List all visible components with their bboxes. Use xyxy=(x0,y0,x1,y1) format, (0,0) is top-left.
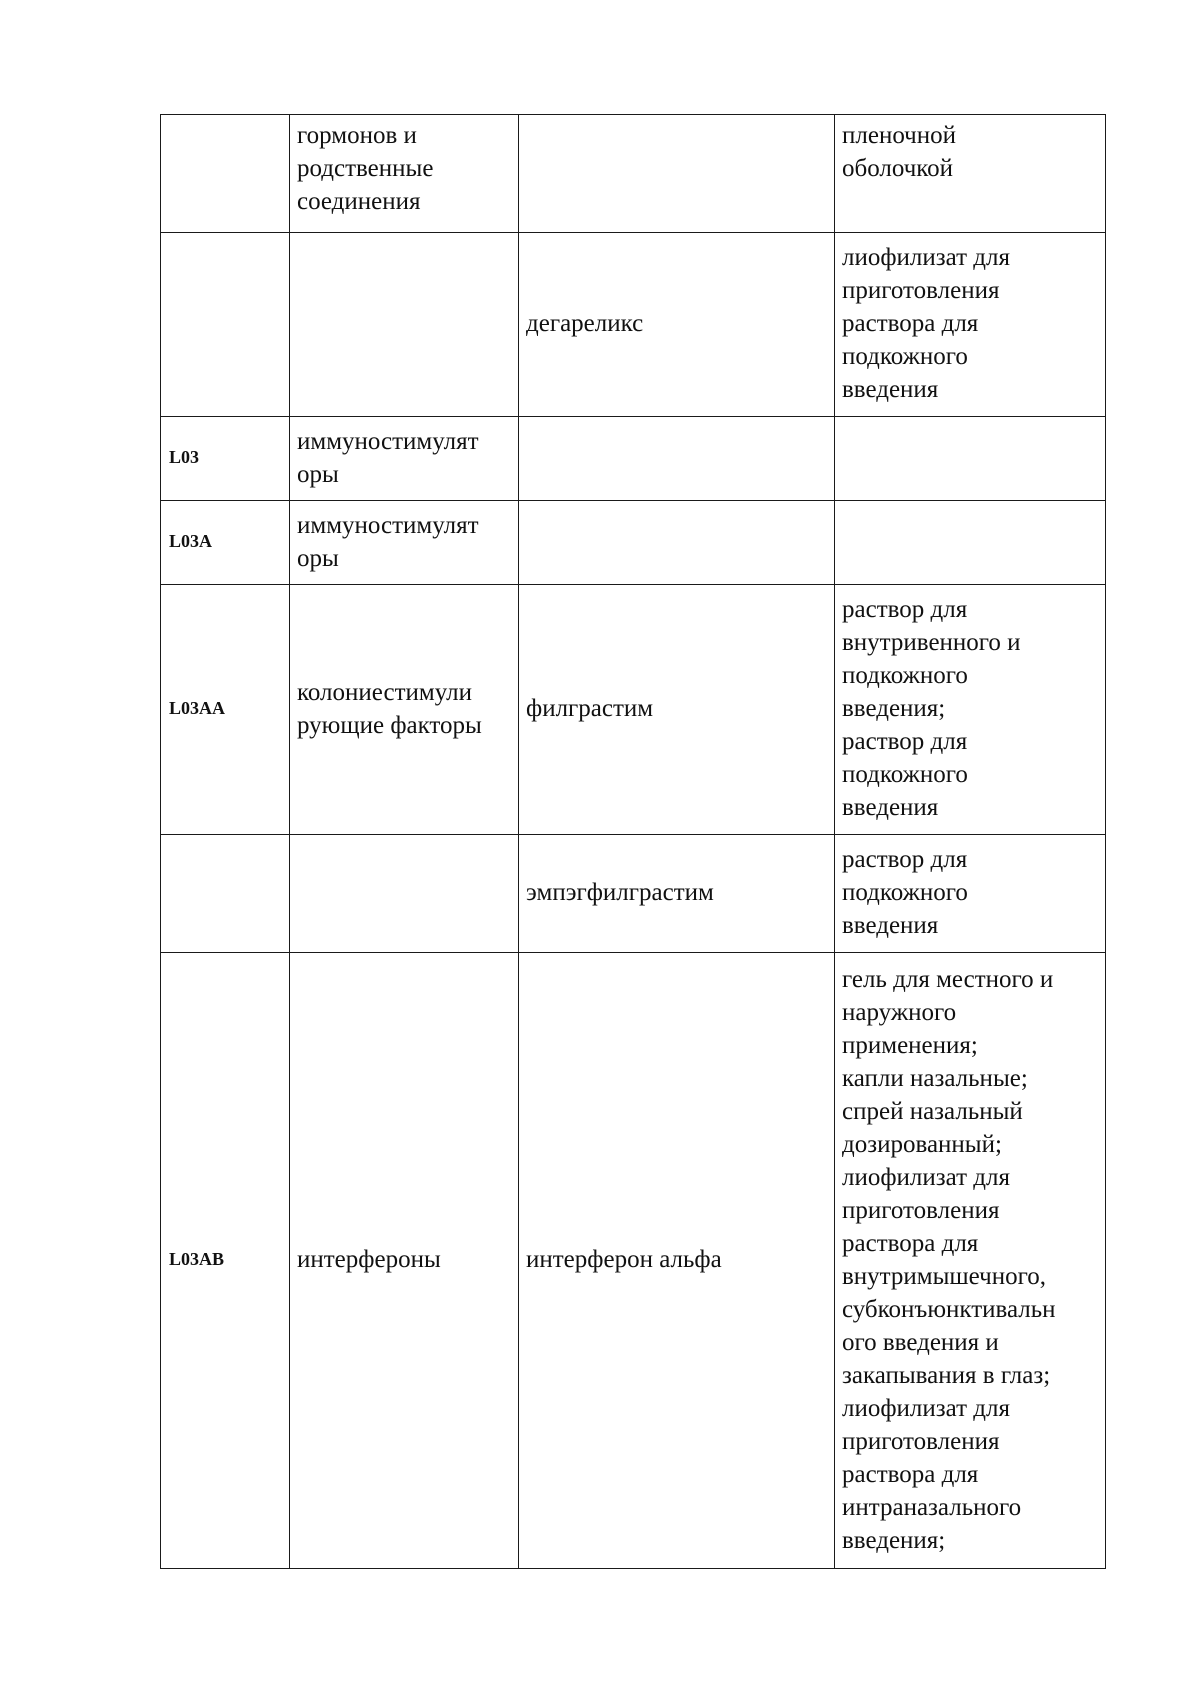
substance-cell xyxy=(519,417,835,501)
table-row xyxy=(161,953,1106,1569)
atc-code-cell xyxy=(161,115,290,233)
group-cell xyxy=(290,233,519,417)
substance-cell xyxy=(519,115,835,233)
table-row xyxy=(161,585,1106,835)
dosage-form-cell: раствор для внутривенного и подкожного введения; раствор для подкожного введения xyxy=(835,585,1106,835)
table-row xyxy=(161,233,1106,417)
substance-cell: филграстим xyxy=(519,585,835,835)
table-row xyxy=(161,115,1106,233)
table-row xyxy=(161,835,1106,953)
dosage-form-cell: пленочной оболочкой xyxy=(835,115,1106,233)
group-cell xyxy=(290,835,519,953)
dosage-form-cell xyxy=(835,417,1106,501)
table-row xyxy=(161,417,1106,501)
dosage-form-cell: гель для местного и наружного применения; капли назальные; спрей назальный дозированный; лиофилизат для приготовления раствора для внутримышечного, субконъюнктивальн ого введения и закапывания в глаз; лиофилизат для приготовления раствора для интраназального введения; xyxy=(835,953,1106,1569)
dosage-form-cell xyxy=(835,501,1106,585)
atc-code-cell: L03AA xyxy=(161,585,290,835)
substance-cell: дегареликс xyxy=(519,233,835,417)
dosage-form-cell: раствор для подкожного введения xyxy=(835,835,1106,953)
dosage-form-cell: лиофилизат для приготовления раствора для подкожного введения xyxy=(835,233,1106,417)
atc-code-cell: L03A xyxy=(161,501,290,585)
atc-code-cell: L03 xyxy=(161,417,290,501)
group-cell: интерфероны xyxy=(290,953,519,1569)
atc-code-cell: L03AB xyxy=(161,953,290,1569)
group-cell: иммуностимулят оры xyxy=(290,501,519,585)
atc-code-cell xyxy=(161,233,290,417)
medication-table xyxy=(160,114,1106,1569)
atc-code-cell xyxy=(161,835,290,953)
group-cell: гормонов и родственные соединения xyxy=(290,115,519,233)
substance-cell: интерферон альфа xyxy=(519,953,835,1569)
group-cell: колониестимули рующие факторы xyxy=(290,585,519,835)
group-cell: иммуностимулят оры xyxy=(290,417,519,501)
substance-cell: эмпэгфилграстим xyxy=(519,835,835,953)
table-row xyxy=(161,501,1106,585)
substance-cell xyxy=(519,501,835,585)
